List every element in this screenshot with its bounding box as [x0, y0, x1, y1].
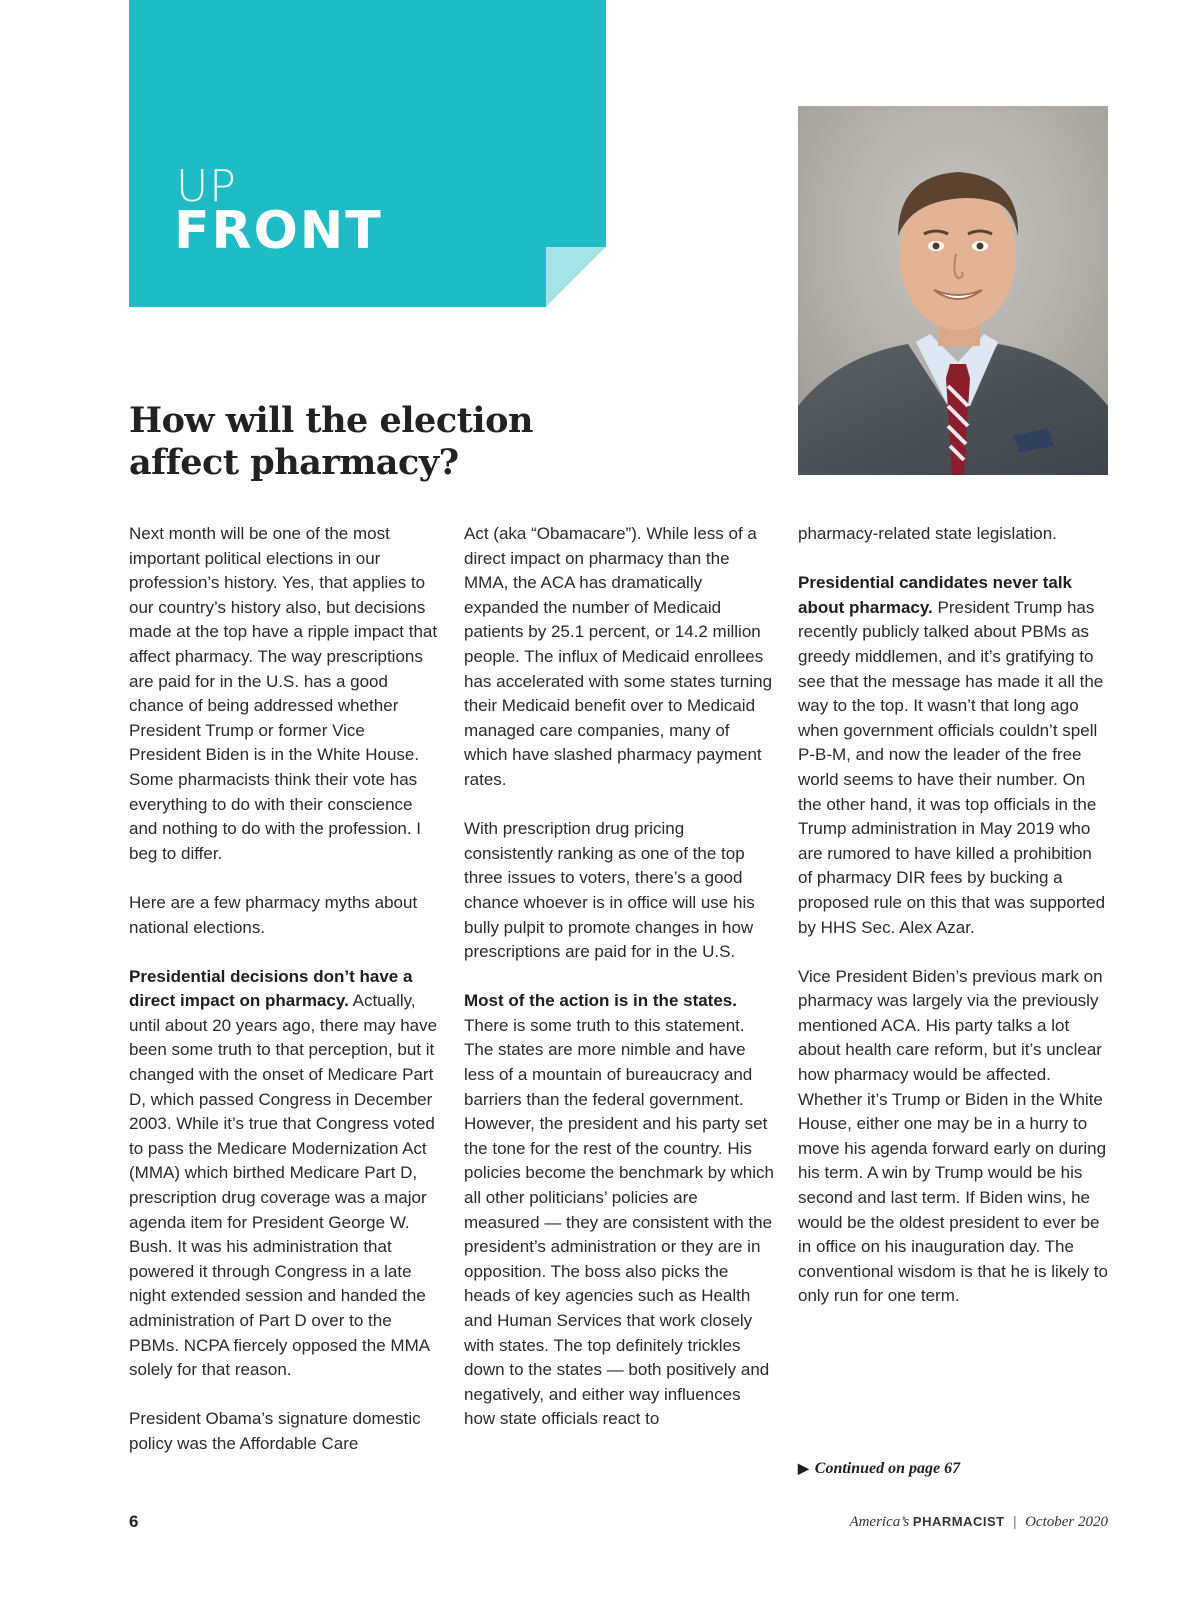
magazine-name: PHARMACIST: [912, 1514, 1005, 1529]
paragraph-text: Vice President Biden’s previous mark on pharmacy was largely via the previously mentioned ACA. His party talks a lot about health care reform, but it’s unclear how pharmacy would be affected. Whether it’s Trump or Biden in the White House, either one may be in a hurry to move his agenda forward early on during his term. A win by Trump would be his second and last term. If Biden wins, he would be the oldest president to ever be in office on his inauguration day. The conventional wisdom is that he is likely to only run for one term.: [798, 966, 1108, 1306]
paragraph: [798, 965, 1110, 1309]
paragraph-text: President Trump has recently publicly talked about PBMs as greedy middlemen, and it’s gratifying to see that the message has made it all the way to the top. It wasn’t that long ago when government officials couldn’t spell P-B-M, and now the leader of the free world seems to have their number. On the other hand, it was top officials in the Trump administration in May 2019 who are rumored to have killed a prohibition of pharmacy DIR fees by bucking a proposed rule on this that was supported by HHS Sec. Alex Azar.: [798, 597, 1106, 937]
paragraph: [464, 989, 776, 1432]
banner-line-front: FRONT: [174, 201, 383, 261]
paragraph: [129, 965, 441, 1383]
paragraph-text: There is some truth to this statement. The states are more nimble and have less of a mountain of bureaucracy and barriers than the federal government. However, the president and his party set the tone for the rest of the country. His policies become the benchmark by which all other politicians’ policies are measured — they are consistent with the president’s administration or they are in opposition. The boss also picks the heads of key agencies such as Health and Human Services that work closely with states. The top definitely trickles down to the states — both positively and negatively, and either way influences how state officials react to: [464, 1015, 774, 1429]
magazine-prefix: America’s: [849, 1514, 910, 1530]
page-number: 6: [129, 1512, 139, 1531]
article-column-1: [129, 522, 441, 1481]
footer-separator: |: [1013, 1514, 1017, 1530]
paragraph-text: Actually, until about 20 years ago, there may have been some truth to that perception, but it changed with the onset of Medicare Part D, which passed Congress in December 2003. While it’s true that Congress voted to pass the Medicare Modernization Act (MMA) which birthed Medicare Part D, prescription drug coverage was a major agenda item for President George W. Bush. It was his administration that powered it through Congress in a late night extended session and handed the administration of Part D over to the PBMs. NCPA fiercely opposed the MMA solely for that reason.: [129, 991, 438, 1380]
article-headline: How will the election affect pharmacy?: [129, 400, 533, 483]
banner-line-up: UP: [176, 161, 237, 212]
paragraph-text: pharmacy-related state legislation.: [798, 524, 1057, 543]
page-fold-corner: [546, 247, 606, 307]
article-column-3: [798, 522, 1110, 1334]
up-front-banner: [129, 0, 606, 307]
issue-date: October 2020: [1025, 1514, 1108, 1530]
footer-masthead: [849, 1514, 1108, 1531]
paragraph-text: Act (aka “Obamacare”). While less of a direct impact on pharmacy than the MMA, the ACA has dramatically expanded the number of Medicaid patients by 25.1 percent, or 14.2 million people. The influx of Medicaid enrollees has accelerated with some states turning their Medicaid benefit over to Medicaid managed care companies, many of which have slashed pharmacy payment rates.: [464, 524, 773, 789]
paragraph: [464, 817, 776, 965]
continued-text: Continued on page 67: [814, 1460, 961, 1477]
article-column-2: [464, 522, 776, 1457]
continued-link[interactable]: [798, 1460, 960, 1478]
myth-heading: Presidential decisions don’t have a direct impact on pharmacy.: [129, 966, 413, 1011]
paragraph-text: Next month will be one of the most important political elections in our profession’s history. Yes, that applies to our country’s history also, but decisions made at the top have a ripple impact that affect pharmacy. The way prescriptions are paid for in the U.S. has a good chance of being addressed whether President Trump or former Vice President Biden is in the White House. Some pharmacists think their vote has everything to do with their conscience and nothing to do with the profession. I beg to differ.: [129, 524, 438, 863]
paragraph: [129, 1407, 441, 1456]
paragraph: [129, 891, 441, 940]
play-triangle-icon: ▶: [798, 1462, 809, 1477]
portrait-icon: [798, 106, 1108, 475]
author-portrait-photo: [798, 106, 1108, 475]
paragraph: [798, 571, 1110, 940]
paragraph-text: President Obama’s signature domestic policy was the Affordable Care: [129, 1409, 421, 1453]
paragraph-text: Here are a few pharmacy myths about national elections.: [129, 892, 418, 937]
paragraph: [798, 522, 1110, 547]
paragraph-text: With prescription drug pricing consistently ranking as one of the top three issues to voters, there’s a good chance whoever is in office will use his bully pulpit to promote changes in how prescriptions are paid for in the U.S.: [464, 819, 755, 962]
paragraph: [129, 522, 441, 866]
myth-heading: Presidential candidates never talk about pharmacy.: [798, 573, 1073, 617]
myth-heading: Most of the action is in the states.: [464, 991, 737, 1011]
paragraph: [464, 522, 776, 793]
